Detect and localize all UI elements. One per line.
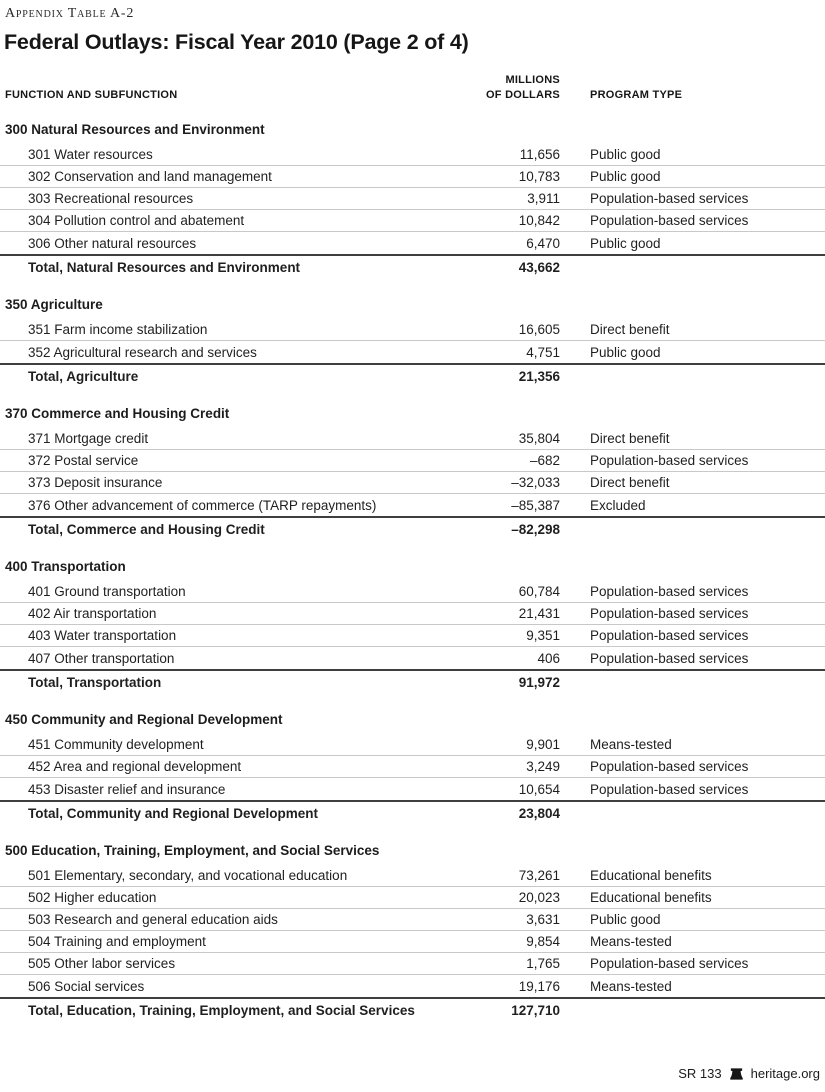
table-row <box>0 778 825 800</box>
website-url: heritage.org <box>750 1066 820 1081</box>
page-footer <box>678 1066 820 1081</box>
section-total-row <box>0 363 825 387</box>
row-amount: 16,605 <box>518 322 560 337</box>
row-label: 303 Recreational resources <box>28 191 194 206</box>
table-row <box>0 428 825 450</box>
table-row <box>0 472 825 494</box>
row-program-type: Excluded <box>590 497 646 513</box>
section-rows <box>0 144 825 254</box>
row-amount: 19,176 <box>518 978 560 994</box>
total-label: Total, Agriculture <box>28 368 139 384</box>
row-program-type: Means-tested <box>590 737 672 752</box>
row-label: 306 Other natural resources <box>28 235 197 251</box>
table-section <box>0 297 825 387</box>
table-row <box>0 975 825 997</box>
liberty-bell-icon <box>729 1067 744 1081</box>
column-header-function: FUNCTION AND SUBFUNCTION <box>5 89 178 101</box>
row-program-type: Public good <box>590 169 661 184</box>
table-row <box>0 887 825 909</box>
row-program-type: Population-based services <box>590 213 749 228</box>
table-row <box>0 341 825 363</box>
column-header-millions-line2: OF DOLLARS <box>486 89 560 101</box>
row-amount: 10,654 <box>518 781 560 797</box>
row-amount: 3,631 <box>526 912 560 927</box>
row-label: 407 Other transportation <box>28 650 175 666</box>
table-row <box>0 625 825 647</box>
row-amount: 9,854 <box>526 934 560 949</box>
row-amount: 10,842 <box>518 213 560 228</box>
section-header: 500 Education, Training, Employment, and Social Services <box>5 843 380 858</box>
row-label: 304 Pollution control and abatement <box>28 213 245 228</box>
table-row <box>0 166 825 188</box>
section-total-row <box>0 997 825 1021</box>
table-row <box>0 210 825 232</box>
row-program-type: Public good <box>590 147 661 162</box>
row-program-type: Educational benefits <box>590 890 712 905</box>
row-label: 401 Ground transportation <box>28 584 186 599</box>
table-row <box>0 319 825 341</box>
row-program-type: Population-based services <box>590 606 749 621</box>
table-row <box>0 603 825 625</box>
table-row <box>0 909 825 931</box>
row-amount: 3,249 <box>526 759 560 774</box>
row-amount: 9,351 <box>526 628 560 643</box>
column-header-program-type: PROGRAM TYPE <box>590 89 683 101</box>
row-amount: –85,387 <box>511 497 560 513</box>
outlays-table <box>0 122 825 1021</box>
section-header: 300 Natural Resources and Environment <box>5 122 265 137</box>
row-amount: 21,431 <box>518 606 560 621</box>
row-label: 451 Community development <box>28 737 204 752</box>
table-section <box>0 712 825 824</box>
section-rows <box>0 581 825 669</box>
table-row <box>0 865 825 887</box>
row-label: 352 Agricultural research and services <box>28 344 257 360</box>
row-amount: 6,470 <box>526 235 560 251</box>
table-column-headers <box>0 73 825 103</box>
section-total-row <box>0 669 825 693</box>
row-label: 373 Deposit insurance <box>28 475 163 490</box>
row-program-type: Direct benefit <box>590 475 670 490</box>
row-program-type: Means-tested <box>590 934 672 949</box>
column-header-millions-of-dollars <box>460 73 560 103</box>
row-label: 302 Conservation and land management <box>28 169 272 184</box>
row-program-type: Population-based services <box>590 956 749 971</box>
appendix-label: Appendix Table A-2 <box>5 6 135 21</box>
row-amount: 20,023 <box>518 890 560 905</box>
row-program-type: Public good <box>590 912 661 927</box>
total-label: Total, Education, Training, Employment, and Social Services <box>28 1002 415 1018</box>
table-row <box>0 953 825 975</box>
table-row <box>0 756 825 778</box>
row-label: 505 Other labor services <box>28 956 176 971</box>
row-program-type: Educational benefits <box>590 868 712 883</box>
row-amount: 3,911 <box>527 191 560 206</box>
section-total-row <box>0 800 825 824</box>
table-row <box>0 450 825 472</box>
table-row <box>0 581 825 603</box>
total-amount: 43,662 <box>518 259 560 275</box>
row-label: 452 Area and regional development <box>28 759 242 774</box>
section-rows <box>0 319 825 363</box>
section-header: 450 Community and Regional Development <box>5 712 283 727</box>
row-label: 372 Postal service <box>28 453 139 468</box>
table-row <box>0 734 825 756</box>
row-label: 453 Disaster relief and insurance <box>28 781 226 797</box>
table-row <box>0 232 825 254</box>
row-label: 371 Mortgage credit <box>28 431 149 446</box>
total-amount: 127,710 <box>511 1002 560 1018</box>
table-section <box>0 406 825 540</box>
row-label: 501 Elementary, secondary, and vocational education <box>28 868 348 883</box>
row-amount: 406 <box>537 650 560 666</box>
section-total-row <box>0 254 825 278</box>
total-amount: 23,804 <box>518 805 560 821</box>
row-amount: 1,765 <box>526 956 560 971</box>
column-header-millions-line1: MILLIONS <box>505 74 560 86</box>
row-amount: –32,033 <box>511 475 560 490</box>
row-program-type: Public good <box>590 235 661 251</box>
row-program-type: Means-tested <box>590 978 672 994</box>
row-program-type: Population-based services <box>590 453 749 468</box>
total-label: Total, Commerce and Housing Credit <box>28 521 265 537</box>
total-label: Total, Natural Resources and Environment <box>28 259 301 275</box>
total-label: Total, Transportation <box>28 674 162 690</box>
section-header: 350 Agriculture <box>5 297 103 312</box>
row-label: 351 Farm income stabilization <box>28 322 208 337</box>
total-amount: –82,298 <box>511 521 560 537</box>
section-header: 370 Commerce and Housing Credit <box>5 406 230 421</box>
row-program-type: Population-based services <box>590 650 749 666</box>
row-program-type: Population-based services <box>590 584 749 599</box>
row-program-type: Direct benefit <box>590 322 670 337</box>
section-rows <box>0 428 825 516</box>
table-section <box>0 122 825 278</box>
row-label: 301 Water resources <box>28 147 153 162</box>
total-amount: 21,356 <box>518 368 560 384</box>
row-label: 502 Higher education <box>28 890 157 905</box>
row-amount: 73,261 <box>518 868 560 883</box>
report-number: SR 133 <box>678 1066 722 1081</box>
row-amount: 11,656 <box>519 147 560 162</box>
row-amount: 60,784 <box>518 584 560 599</box>
total-label: Total, Community and Regional Development <box>28 805 319 821</box>
table-row <box>0 931 825 953</box>
row-label: 402 Air transportation <box>28 606 157 621</box>
table-row <box>0 188 825 210</box>
section-rows <box>0 865 825 997</box>
row-label: 503 Research and general education aids <box>28 912 278 927</box>
table-row <box>0 144 825 166</box>
row-amount: 9,901 <box>526 737 560 752</box>
table-row <box>0 494 825 516</box>
row-program-type: Population-based services <box>590 759 749 774</box>
row-label: 403 Water transportation <box>28 628 177 643</box>
row-amount: 4,751 <box>526 344 560 360</box>
row-amount: 35,804 <box>518 431 560 446</box>
row-amount: 10,783 <box>518 169 560 184</box>
page-title: Federal Outlays: Fiscal Year 2010 (Page 2 of 4) <box>4 30 469 54</box>
row-program-type: Population-based services <box>590 628 749 643</box>
total-amount: 91,972 <box>518 674 560 690</box>
row-label: 506 Social services <box>28 978 145 994</box>
table-section <box>0 559 825 693</box>
row-label: 504 Training and employment <box>28 934 206 949</box>
row-program-type: Population-based services <box>590 191 749 206</box>
table-row <box>0 647 825 669</box>
row-program-type: Population-based services <box>590 781 749 797</box>
row-program-type: Public good <box>590 344 661 360</box>
section-header: 400 Transportation <box>5 559 126 574</box>
table-section <box>0 843 825 1021</box>
section-total-row <box>0 516 825 540</box>
row-amount: –682 <box>529 453 560 468</box>
row-program-type: Direct benefit <box>590 431 670 446</box>
section-rows <box>0 734 825 800</box>
row-label: 376 Other advancement of commerce (TARP repayments) <box>28 497 377 513</box>
